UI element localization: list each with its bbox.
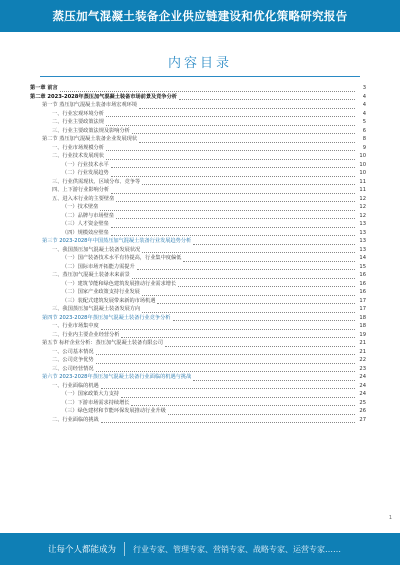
toc-entry[interactable] xyxy=(30,390,366,399)
toc-entry-page: 8 xyxy=(362,136,366,142)
toc-leader-dots xyxy=(100,205,355,211)
table-of-contents xyxy=(30,84,366,514)
toc-entry-page: 15 xyxy=(359,263,366,270)
toc-entry-text: 第五节 标杆企业分析：蒸压加气混凝土装备有限公司 xyxy=(42,340,163,346)
toc-leader-dots xyxy=(96,358,355,364)
toc-entry[interactable] xyxy=(30,382,366,391)
toc-entry-text: 第二节 蒸压加气混凝土装备企业发展现状 xyxy=(42,136,138,142)
toc-entry-page: 16 xyxy=(359,272,366,278)
toc-entry-page: 18 xyxy=(359,314,366,321)
toc-entry[interactable] xyxy=(30,254,366,263)
toc-leader-dots xyxy=(131,400,355,406)
toc-entry-text: （二）品牌与市场壁垒 xyxy=(62,212,114,219)
toc-entry-page: 3 xyxy=(362,85,366,91)
toc-entry-text: （三）绿色建材和节能环保发展推动行业升级 xyxy=(62,408,166,414)
toc-entry-text: （三）装配式建筑发展带来新的市场机遇 xyxy=(62,297,156,304)
toc-entry-page: 21 xyxy=(359,348,366,355)
toc-leader-dots xyxy=(193,375,355,381)
toc-entry[interactable] xyxy=(30,280,366,289)
toc-entry[interactable] xyxy=(30,246,366,255)
toc-entry-page: 17 xyxy=(359,297,366,304)
toc-entry-page: 26 xyxy=(359,408,366,414)
toc-entry-page: 25 xyxy=(359,399,366,406)
report-title: 蒸压加气混凝土装备企业供应链建设和优化策略研究报告 xyxy=(52,9,348,23)
toc-entry-text: 一、公司基本情况 xyxy=(52,348,94,355)
toc-entry-page: 4 xyxy=(362,93,366,100)
toc-leader-dots xyxy=(60,86,355,92)
toc-leader-dots xyxy=(142,307,355,313)
toc-heading-rule xyxy=(40,76,360,77)
toc-leader-dots xyxy=(101,383,355,389)
toc-entry-page: 10 xyxy=(359,161,366,168)
toc-entry-text: （三）人才资金壁垒 xyxy=(62,221,109,227)
toc-leader-dots xyxy=(179,94,355,100)
toc-entry[interactable] xyxy=(30,169,366,178)
toc-entry[interactable] xyxy=(30,212,366,221)
toc-entry[interactable] xyxy=(30,339,366,348)
toc-entry-page: 13 xyxy=(359,229,366,236)
toc-entry-page: 16 xyxy=(359,280,366,287)
toc-entry[interactable] xyxy=(30,203,366,212)
toc-leader-dots xyxy=(132,128,355,134)
toc-entry-text: 二、行业主要政策法规 xyxy=(52,119,104,125)
toc-entry[interactable] xyxy=(30,271,366,280)
toc-entry-text: 第六节 2023-2028年蒸压加气混凝土装备行业面临的机遇与挑战 xyxy=(42,374,192,380)
toc-entry-text: 二、行业内主要企业经营分析 xyxy=(52,331,120,338)
toc-entry-page: 27 xyxy=(359,416,366,423)
toc-leader-dots xyxy=(139,103,355,109)
toc-entry-page: 13 xyxy=(359,238,366,244)
toc-entry-page: 18 xyxy=(359,323,366,329)
toc-leader-dots xyxy=(111,230,355,236)
toc-leader-dots xyxy=(111,162,355,168)
toc-entry-text: 一、行业面临的机遇 xyxy=(52,382,99,389)
toc-entry-page: 9 xyxy=(362,144,366,151)
toc-entry[interactable] xyxy=(30,161,366,170)
toc-entry[interactable] xyxy=(30,297,366,306)
toc-leader-dots xyxy=(111,188,355,194)
toc-leader-dots xyxy=(116,196,355,202)
toc-entry[interactable] xyxy=(30,288,366,297)
toc-entry-text: 二、行业技术发展现状 xyxy=(52,153,104,159)
toc-leader-dots xyxy=(106,120,355,126)
footer-slogan: 让每个人都能成为 xyxy=(48,545,117,555)
toc-leader-dots xyxy=(132,273,355,279)
toc-entry-text: 三、我国蒸压加气混凝土装备发展方向 xyxy=(52,306,141,312)
toc-entry[interactable] xyxy=(30,93,366,102)
toc-leader-dots xyxy=(111,171,355,177)
toc-leader-dots xyxy=(173,315,356,321)
toc-entry[interactable] xyxy=(30,135,366,144)
toc-entry-page: 24 xyxy=(359,391,366,397)
toc-entry[interactable] xyxy=(30,144,366,153)
toc-entry-page: 6 xyxy=(362,127,366,134)
toc-entry[interactable] xyxy=(30,229,366,238)
toc-leader-dots xyxy=(165,341,355,347)
toc-entry-text: （一）建筑节能和绿色建筑发展推动行业需求增长 xyxy=(62,280,177,287)
toc-entry-page: 12 xyxy=(359,204,366,210)
toc-entry-text: （一）行业技术水平 xyxy=(62,161,109,168)
toc-entry-text: 第一节 蒸压加气混凝土装备市场宏观环境 xyxy=(42,102,138,108)
toc-leader-dots xyxy=(101,417,355,423)
toc-leader-dots xyxy=(96,366,355,372)
toc-entry[interactable] xyxy=(30,152,366,161)
toc-entry-text: 一、我国蒸压加气混凝土装备发展状况 xyxy=(52,246,141,253)
toc-entry[interactable] xyxy=(30,263,366,272)
toc-entry-page: 13 xyxy=(359,221,366,227)
toc-leader-dots xyxy=(137,264,355,270)
toc-entry[interactable] xyxy=(30,331,366,340)
toc-entry-text: 三、公司经营情况 xyxy=(52,365,94,372)
toc-entry[interactable] xyxy=(30,195,366,204)
toc-entry-page: 5 xyxy=(362,119,366,125)
toc-entry-page: 13 xyxy=(359,246,366,253)
toc-entry[interactable] xyxy=(30,220,366,229)
page-number: 1 xyxy=(388,515,392,521)
toc-entry[interactable] xyxy=(30,373,366,382)
toc-entry-text: （二）国家产业政策支持行业发展 xyxy=(62,289,140,295)
toc-entry-text: 第一章 前言 xyxy=(30,85,58,91)
toc-entry[interactable] xyxy=(30,305,366,314)
toc-entry[interactable] xyxy=(30,416,366,425)
toc-entry-text: 三、行业供需现状、区域分布、竞争等 xyxy=(52,178,141,185)
toc-entry[interactable] xyxy=(30,118,366,127)
toc-entry[interactable] xyxy=(30,322,366,331)
toc-entry-text: 第二章 2023-2028年蒸压加气混凝土装备市场前景及竞争分析 xyxy=(30,93,177,100)
toc-entry-page: 11 xyxy=(359,187,366,193)
toc-entry-text: 五、进入本行业的主要壁垒 xyxy=(52,195,115,202)
toc-entry-page: 23 xyxy=(359,365,366,372)
toc-entry-text: 一、行业市场规模分析 xyxy=(52,144,104,151)
toc-entry-page: 4 xyxy=(362,110,366,117)
toc-entry-page: 10 xyxy=(359,170,366,176)
toc-entry-page: 22 xyxy=(359,357,366,363)
toc-entry-text: 一、行业市场集中度 xyxy=(52,323,99,329)
toc-entry-text: （二）行业发展趋势 xyxy=(62,170,109,176)
toc-leader-dots xyxy=(101,324,355,330)
report-footer xyxy=(0,533,400,565)
toc-entry-text: 二、公司竞争优势 xyxy=(52,357,94,363)
toc-entry[interactable] xyxy=(30,348,366,357)
toc-leader-dots xyxy=(121,392,355,398)
toc-entry[interactable] xyxy=(30,127,366,136)
footer-divider xyxy=(124,542,125,556)
toc-entry[interactable] xyxy=(30,110,366,119)
toc-entry-page: 24 xyxy=(359,374,366,380)
toc-entry-page: 4 xyxy=(362,102,366,108)
toc-entry-page: 14 xyxy=(359,255,366,261)
toc-entry-text: （二）国际市场开拓能力需提升 xyxy=(62,263,135,270)
toc-entry-page: 17 xyxy=(359,306,366,312)
toc-entry-text: 二、行业面临的挑战 xyxy=(52,416,99,423)
toc-entry-page: 12 xyxy=(359,212,366,219)
toc-entry-page: 10 xyxy=(359,153,366,159)
toc-entry-text: （一）国产装备技术水平有待提高，行业集中度偏低 xyxy=(62,255,182,261)
toc-heading: 内容目录 xyxy=(167,56,232,71)
toc-leader-dots xyxy=(142,247,355,253)
toc-entry-page: 11 xyxy=(359,178,366,185)
toc-entry[interactable] xyxy=(30,399,366,408)
toc-leader-dots xyxy=(178,281,355,287)
toc-leader-dots xyxy=(183,256,355,262)
toc-leader-dots xyxy=(139,137,355,143)
toc-entry-text: （四）规模效应壁垒 xyxy=(62,229,109,236)
toc-entry-page: 12 xyxy=(359,195,366,202)
toc-leader-dots xyxy=(142,179,355,185)
toc-leader-dots xyxy=(116,213,355,219)
toc-entry[interactable] xyxy=(30,365,366,374)
toc-leader-dots xyxy=(106,145,355,151)
toc-leader-dots xyxy=(106,111,355,117)
toc-leader-dots xyxy=(96,349,355,355)
footer-roles: 行业专家、管理专家、营销专家、战略专家、运营专家…… xyxy=(133,544,342,554)
toc-leader-dots xyxy=(142,290,355,296)
toc-entry-text: 第三节 2023-2028年中国蒸压加气混凝土装备行业发展趋势分析 xyxy=(42,238,192,244)
toc-entry-text: （一）国家政策大力支持 xyxy=(62,391,120,397)
toc-entry-page: 19 xyxy=(359,331,366,338)
toc-entry[interactable] xyxy=(30,178,366,187)
toc-entry[interactable] xyxy=(30,407,366,416)
toc-leader-dots xyxy=(168,409,355,415)
toc-entry-text: 一、行业宏观环境分析 xyxy=(52,110,104,117)
toc-leader-dots xyxy=(157,298,355,304)
toc-entry-text: 四、上下游行业影响分析 xyxy=(52,187,110,193)
toc-entry[interactable] xyxy=(30,314,366,323)
toc-entry-text: 三、行业主要政策法规及影响分析 xyxy=(52,127,130,134)
toc-entry[interactable] xyxy=(30,237,366,246)
toc-entry-text: 二、蒸压加气混凝土装备未来前景 xyxy=(52,272,130,278)
toc-leader-dots xyxy=(193,239,355,245)
toc-entry-page: 16 xyxy=(359,289,366,295)
toc-leader-dots xyxy=(111,222,355,228)
toc-entry-text: （一）技术壁垒 xyxy=(62,204,99,210)
toc-entry[interactable] xyxy=(30,186,366,195)
toc-entry[interactable] xyxy=(30,101,366,110)
toc-leader-dots xyxy=(106,154,355,160)
toc-entry-page: 21 xyxy=(359,340,366,346)
toc-entry-text: （二）下游市场需求持续增长 xyxy=(62,399,130,406)
toc-entry[interactable] xyxy=(30,356,366,365)
toc-entry-page: 24 xyxy=(359,382,366,389)
report-header xyxy=(0,0,400,32)
toc-entry-text: 第四节 2023-2028年蒸压加气混凝土装备行业竞争分析 xyxy=(42,314,171,321)
toc-leader-dots xyxy=(121,332,355,338)
toc-entry[interactable] xyxy=(30,84,366,93)
